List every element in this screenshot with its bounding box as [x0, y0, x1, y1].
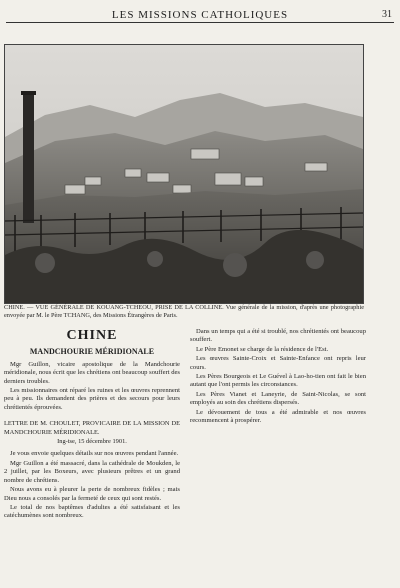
- letter-paragraph: Je vous envoie quelques détails sur nos œuvres pendant l'année.: [10, 450, 179, 458]
- article-subtitle: MANDCHOURIE MÉRIDIONALE: [29, 347, 155, 357]
- body-paragraph: Les Pères Vianet et Laneyrie, de Saint-Nicolas, se sont employés au soin des chrétiens dispersés.: [190, 390, 366, 407]
- body-paragraph: Le dévouement de tous a été admirable et nos œuvres recommencent à prospérer.: [190, 408, 366, 425]
- letter-paragraph: Le total de nos baptêmes d'adultes a été satisfaisant et les catéchumènes sont nombreux.: [4, 503, 180, 520]
- right-column: [190, 328, 366, 426]
- landscape-photo: [4, 44, 364, 304]
- body-paragraph: Dans un temps qui a été si troublé, nos chrétientés ont beaucoup souffert.: [190, 328, 366, 344]
- section-title: CHINE: [66, 328, 118, 343]
- body-paragraph: Les Pères Bourgeois et Le Guével à Lao-ho-tien ont fait le bien autant que l'ont permis les circonstances.: [190, 373, 366, 389]
- letter-paragraph: Mgr Guillon a été massacré, dans la cathédrale de Moukden, le 2 juillet, par les Boxeurs, avec plusieurs prêtres et un grand nombre de chrétiens.: [4, 459, 180, 484]
- body-paragraph: Le Père Emonet se charge de la résidence de l'Est.: [196, 345, 329, 353]
- letter-paragraph: Nous avons eu à pleurer la perte de nombreux fidèles ; mais Dieu nous a consolés par la fermeté de ceux qui sont restés.: [4, 486, 180, 502]
- intro-paragraph: Les missionnaires ont réparé les ruines et les œuvres reprennent peu à peu. Ils demandent des prières et des secours pour leurs chrétientés éprouvées.: [4, 387, 180, 411]
- page-header: [8, 6, 392, 28]
- left-column: [4, 328, 180, 522]
- header-rule: [6, 22, 394, 23]
- photo-caption: CHINE. — VUE GÉNÉRALE DE KOUANG-TCHEOU, PRISE DE LA COLLINE. Vue générale de la mission, d'après une photographie envoyée par M. le Père TCHANG, des Missions Étrangères de Paris.: [4, 304, 364, 319]
- landscape-photo-drawing: [5, 45, 363, 303]
- running-title: LES MISSIONS CATHOLIQUES: [111, 9, 289, 21]
- letter-date: Ing-tse, 15 décembre 1901.: [57, 438, 127, 446]
- page-number: 31: [382, 9, 392, 20]
- letter-title: LETTRE DE M. CHOULET, PROVICAIRE DE LA MISSION DE MANDCHOURIE MÉRIDIONALE.: [4, 420, 180, 436]
- body-paragraph: Les œuvres Sainte-Croix et Sainte-Enfance ont repris leur cours.: [190, 355, 366, 371]
- intro-paragraph: Mgr Guillon, vicaire apostolique de la Mandchourie méridionale, nous écrit que les chrétiens ont beaucoup souffert des derniers troubles.: [4, 360, 180, 385]
